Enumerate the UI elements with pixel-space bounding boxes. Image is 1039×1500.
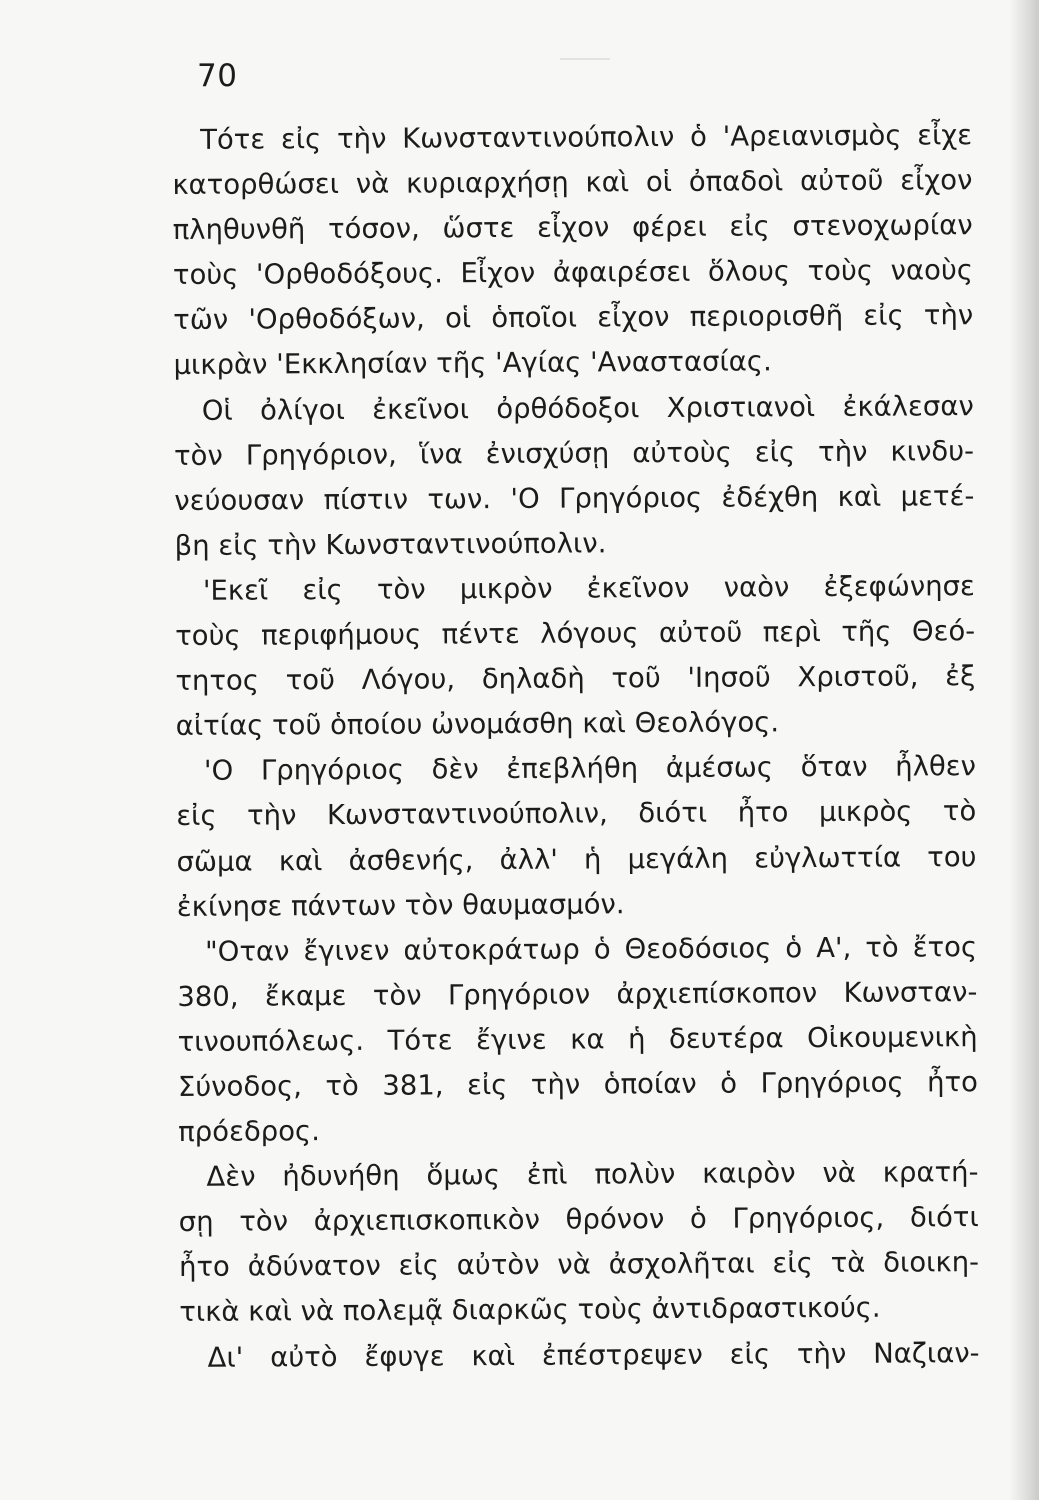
text-line: τὸν Γρηγόριον, ἵνα ἐνισχύσῃ αὐτοὺς εἰς τὴν κινδυ- (173, 434, 975, 472)
text-line: τοὺς περιφήμους πέντε λόγους αὐτοῦ περὶ τῆς Θεό- (175, 615, 976, 653)
text-line: νεύουσαν πίστιν των. 'Ο Γρηγόριος ἐδέχθη καὶ μετέ- (174, 479, 975, 517)
text-line: σῃ τὸν ἀρχιεπισκοπικὸν θρόνον ὁ Γρηγόριος, διότι (178, 1201, 979, 1239)
text-line: εἰς τὴν Κωνσταντινούπολιν, διότι ἦτο μικρὸς τὸ (176, 795, 977, 833)
text-line: τικὰ καὶ νὰ πολεμᾷ διαρκῶς τοὺς ἀντιδραστικούς. (179, 1292, 881, 1329)
page-number: 70 (197, 58, 238, 94)
text-line: βη εἰς τὴν Κωνσταντινούπολιν. (174, 527, 607, 562)
text-line: τητος τοῦ Λόγου, δηλαδὴ τοῦ 'Ιησοῦ Χριστοῦ, ἐξ (175, 660, 976, 698)
text-line: αἰτίας τοῦ ὁποίου ὠνομάσθη καὶ Θεολόγος. (175, 706, 780, 743)
text-line: ἦτο ἀδύνατον εἰς αὐτὸν νὰ ἀσχολῆται εἰς τὰ διοικη- (178, 1246, 980, 1284)
text-line: 'Ο Γρηγόριος δὲν ἐπεβλήθη ἀμέσως ὅταν ἦλθεν (203, 750, 977, 788)
text-line: τοὺς 'Ορθοδόξους. Εἶχον ἀφαιρέσει ὅλους τοὺς ναοὺς (172, 254, 974, 292)
text-line: Οἱ ὀλίγοι ἐκεῖνοι ὀρθόδοξοι Χριστιανοὶ ἐκάλεσαν (201, 389, 974, 427)
text-line: Τότε εἰς τὴν Κωνσταντινούπολιν ὁ 'Αρειανισμὸς εἶχε (200, 119, 973, 156)
text-line: σῶμα καὶ ἀσθενής, ἀλλ' ἡ μεγάλη εὐγλωττία του (176, 840, 977, 878)
text-line: ἐκίνησε πάντων τὸν θαυμασμόν. (176, 887, 625, 923)
text-line: τῶν 'Ορθοδόξων, οἱ ὁποῖοι εἶχον περιορισθῆ εἰς τὴν (173, 299, 974, 337)
text-line: 380, ἔκαμε τὸν Γρηγόριον ἀρχιεπίσκοπον Κωνσταν- (177, 975, 978, 1013)
text-line: πληθυνθῆ τόσον, ὥστε εἶχον φέρει εἰς στενοχωρίαν (172, 209, 973, 247)
scan-mark (560, 58, 610, 60)
text-line: Δι' αὐτὸ ἔφυγε καὶ ἐπέστρεψεν εἰς τὴν Ναζιαν- (207, 1336, 980, 1374)
page-edge-shadow (1009, 0, 1039, 1500)
text-line: Δὲν ἠδυνήθη ὅμως ἐπὶ πολὺν καιρὸν νὰ κρατή- (206, 1156, 979, 1193)
text-line: κατορθώσει νὰ κυριαρχήσῃ καὶ οἱ ὀπαδοὶ αὐτοῦ εἶχον (172, 164, 973, 202)
text-line: 'Εκεῖ εἰς τὸν μικρὸν ἐκεῖνον ναὸν ἐξεφώνησε (202, 570, 975, 607)
text-line: μικρὰν 'Εκκλησίαν τῆς 'Αγίας 'Αναστασίας. (173, 345, 772, 382)
text-line: Σύνοδος, τὸ 381, εἰς τὴν ὁποίαν ὁ Γρηγόριος ἦτο (177, 1066, 979, 1103)
text-line: τινουπόλεως. Τότε ἔγινε κα ἡ δευτέρα Οἰκουμενικὴ (177, 1020, 978, 1058)
text-line: πρόεδρος. (178, 1115, 320, 1149)
body-text (172, 113, 980, 1380)
text-line: "Οταν ἔγινεν αὐτοκράτωρ ὁ Θεοδόσιος ὁ Α', τὸ ἔτος (204, 930, 978, 968)
